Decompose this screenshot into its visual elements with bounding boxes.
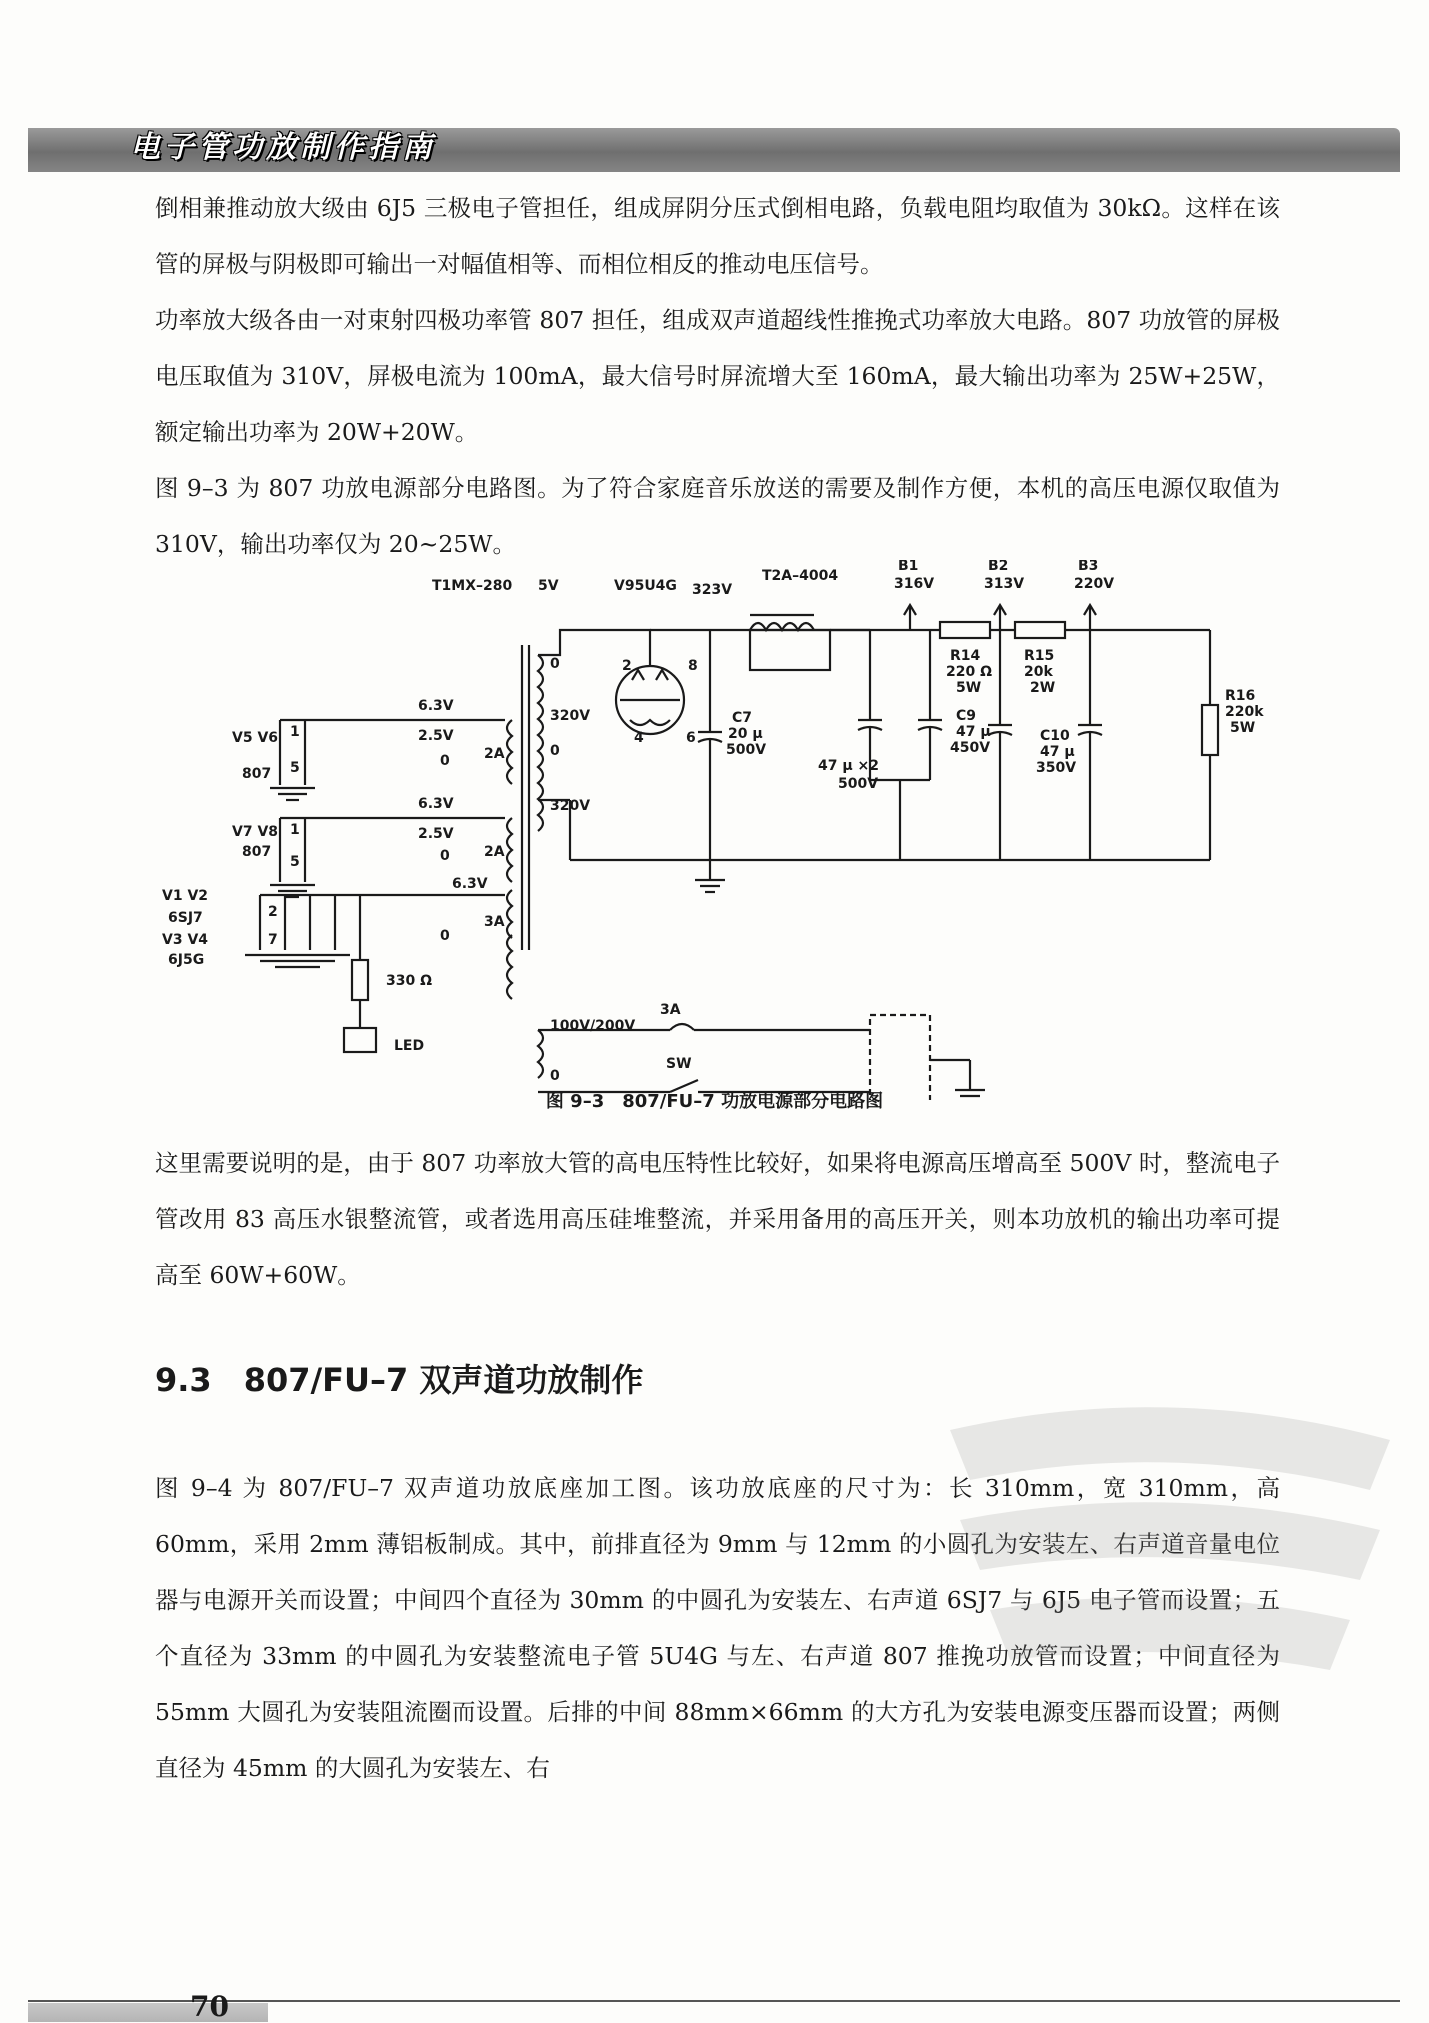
label-pin-1-b: 1 [290,822,300,838]
label-c10: C10 [1040,728,1070,744]
label-b3-voltage: 220V [1074,576,1115,592]
label-b3: B3 [1078,560,1099,574]
label-b1: B1 [898,560,919,574]
label-pin-8: 8 [688,658,698,674]
label-zero-5v: 0 [550,656,560,672]
label-pin-5-a: 5 [290,760,300,776]
label-switch: SW [666,1056,692,1072]
label-c10-voltage: 350V [1036,760,1077,776]
label-c7-value: 20 μ [728,726,763,742]
label-320v-b: 320V [550,798,591,814]
label-pin-2: 2 [622,658,632,674]
label-r16-value: 220k [1225,704,1264,720]
label-2a-a: 2A [484,746,505,762]
label-led: LED [394,1038,425,1054]
label-b2: B2 [988,560,1009,574]
label-c8-voltage: 500V [838,776,879,792]
label-c8: 47 μ ×2 [818,758,880,774]
label-fuse-3a: 3A [660,1002,681,1018]
label-2v5-a: 2.5V [418,728,454,744]
label-330-ohm: 330 Ω [386,973,432,989]
label-6v3-c: 6.3V [452,876,488,892]
label-6sj7: 6SJ7 [168,910,203,926]
label-3a: 3A [484,914,505,930]
label-323v: 323V [692,582,733,598]
label-c9: C9 [956,708,977,724]
label-2a-b: 2A [484,844,505,860]
label-r15: R15 [1024,648,1055,664]
label-v3-v4: V3 V4 [162,932,209,948]
paragraph-phase-splitter: 倒相兼推动放大级由 6J5 三极电子管担任，组成屏阴分压式倒相电路，负载电阻均取值为 30kΩ。这样在该管的屏极与阴极即可输出一对幅值相等、而相位相反的推动电压信号。 [155,194,1280,278]
paragraph-high-voltage-note: 这里需要说明的是，由于 807 功率放大管的高电压特性比较好，如果将电源高压增高至 500V 时，整流电子管改用 83 高压水银整流管，或者选用高压硅堆整流，并采用备用的高压开关，则本功放机的输出功率可提高至 60W+60W。 [155,1149,1280,1289]
label-5v: 5V [538,578,559,594]
page-number: 70 [190,1990,229,2023]
label-zero-mains: 0 [550,1068,560,1084]
label-b2-voltage: 313V [984,576,1025,592]
paragraph-chassis-description: 图 9–4 为 807/FU–7 双声道功放底座加工图。该功放底座的尺寸为：长 310mm，宽 310mm，高 60mm，采用 2mm 薄铝板制成。其中，前排直径为 9mm 与 12mm 的小圆孔为安装左、右声道音量电位器与电源开关而设置；中间四个直径为 30mm 的中圆孔为安装左、右声道 6SJ7 与 6J5 电子管而设置；五个直径为 33mm 的中圆孔为安装整流电子管 5U4G 与左、右声道 807 推挽功放管而设置；中间直径为 55mm 大圆孔为安装阻流圈而设置。后排的中间 88mm×66mm 的大方孔为安装电源变压器而设置；两侧直径为 45mm 的大圆孔为安装左、右 [155,1474,1280,1782]
label-v5-v6: V5 V6 [232,730,279,746]
label-v1-v2: V1 V2 [162,888,209,904]
label-mains-voltage: 100V/200V [550,1018,636,1034]
label-transformer: T1MX–280 [432,578,513,594]
label-pin-1-a: 1 [290,724,300,740]
label-r15-watt: 2W [1030,680,1056,696]
label-b1-voltage: 316V [894,576,935,592]
label-r15-value: 20k [1024,664,1053,680]
label-r16-watt: 5W [1230,720,1256,736]
label-zero-a: 0 [440,753,450,769]
label-pin-6: 6 [686,730,696,746]
paragraph-figure-intro: 图 9–3 为 807 功放电源部分电路图。为了符合家庭音乐放送的需要及制作方便，本机的高压电源仅取值为 310V，输出功率仅为 20~25W。 [155,474,1280,558]
label-pin-2-heater: 2 [268,904,278,920]
label-807-b: 807 [242,844,272,860]
label-r16: R16 [1225,688,1256,704]
label-c7-voltage: 500V [726,742,767,758]
label-c10-value: 47 μ [1040,744,1075,760]
label-rectifier: V95U4G [614,578,677,594]
label-pin-5-b: 5 [290,854,300,870]
label-zero-hv: 0 [550,743,560,759]
label-2v5-b: 2.5V [418,826,454,842]
label-c7: C7 [732,710,753,726]
watermark-logo [930,1370,1410,1690]
label-pin-4: 4 [634,730,644,746]
label-807-a: 807 [242,766,272,782]
label-r14: R14 [950,648,981,664]
label-320v-a: 320V [550,708,591,724]
label-zero-c: 0 [440,928,450,944]
running-header-title: 电子管功放制作指南 [130,130,436,165]
label-c9-voltage: 450V [950,740,991,756]
label-pin-7-heater: 7 [268,932,278,948]
label-r14-watt: 5W [956,680,982,696]
figure-caption: 图 9–3 807/FU–7 功放电源部分电路图 [545,1091,884,1112]
label-r14-value: 220 Ω [946,664,992,680]
section-heading: 9.3 807/FU–7 双声道功放制作 [155,1361,644,1399]
footer-rule [28,2000,1400,2002]
label-choke: T2A–4004 [762,568,839,584]
label-6j5g: 6J5G [168,952,205,968]
paragraph-power-stage: 功率放大级各由一对束射四极功率管 807 担任，组成双声道超线性推挽式功率放大电路。807 功放管的屏极电压取值为 310V，屏极电流为 100mA，最大信号时屏流增大至 160mA，最大输出功率为 25W+25W，额定输出功率为 20W+20W。 [155,306,1280,446]
label-zero-b: 0 [440,848,450,864]
label-v7-v8: V7 V8 [232,824,279,840]
page-number-band [28,2003,268,2022]
label-6v3-b: 6.3V [418,796,454,812]
label-6v3-a: 6.3V [418,698,454,714]
label-c9-value: 47 μ [956,724,991,740]
circuit-diagram [150,560,1290,1100]
